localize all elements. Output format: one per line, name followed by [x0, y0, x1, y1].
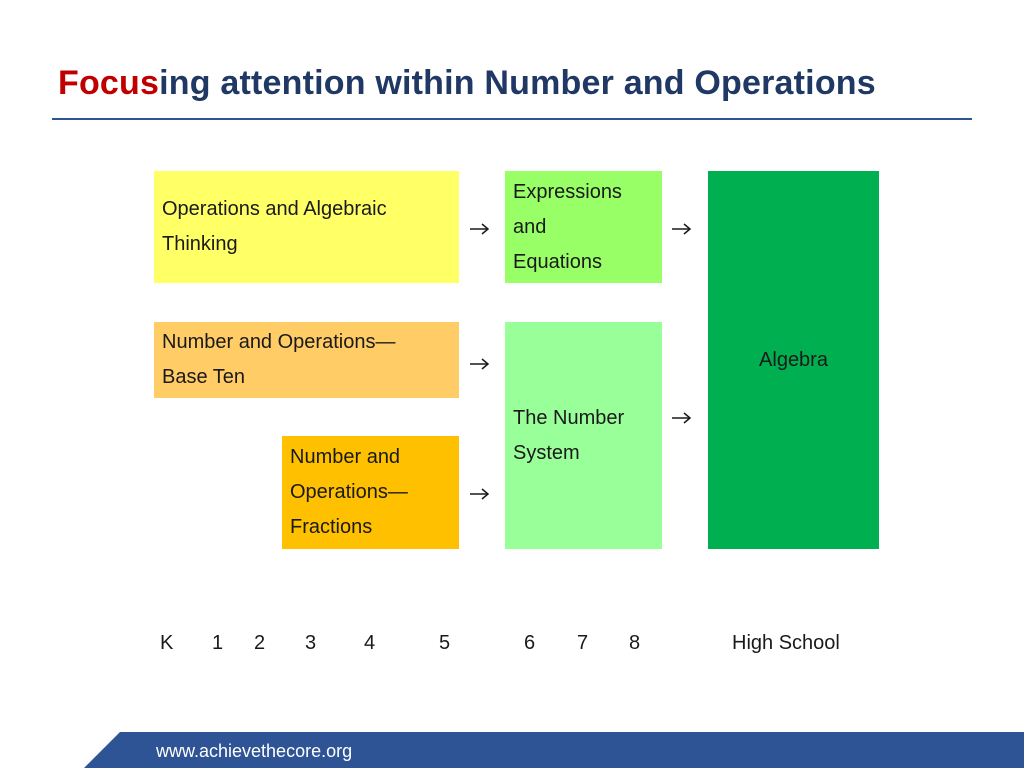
- title-rest: ing attention within Number and Operations: [159, 64, 876, 102]
- box-line: Operations—: [290, 481, 408, 503]
- box-line: System: [513, 441, 580, 464]
- grade-label: 8: [629, 632, 641, 654]
- box-number-system: [505, 322, 662, 549]
- grade-label: 6: [524, 632, 536, 654]
- grade-label: 7: [577, 632, 589, 654]
- algebra-label: Algebra: [759, 349, 828, 371]
- footer-bar: [0, 732, 1024, 768]
- slide-title: [58, 64, 876, 103]
- right-arrow-icon: [470, 357, 490, 371]
- grade-label: 3: [305, 632, 317, 654]
- grade-label: 4: [364, 632, 376, 654]
- box-line: Base Ten: [162, 366, 246, 388]
- box-line: Operations and Algebraic: [162, 198, 387, 220]
- right-arrow-icon: [672, 222, 692, 236]
- grade-label: K: [160, 632, 174, 654]
- title-accent: Focus: [58, 64, 160, 102]
- right-arrow-icon: [672, 411, 692, 425]
- box-operations-algebraic-thinking: [154, 171, 459, 283]
- box-line: Fractions: [290, 516, 373, 538]
- box-algebra: [708, 171, 879, 549]
- title-underline: [52, 118, 972, 120]
- box-number-operations-base-ten: [154, 322, 459, 398]
- box-number-operations-fractions: [282, 436, 459, 549]
- box-line: Number and: [290, 446, 401, 468]
- box-line: Thinking: [162, 233, 238, 255]
- box-line: and: [513, 215, 547, 238]
- grade-label: High School: [732, 632, 840, 654]
- box-line: Number and Operations—: [162, 331, 396, 353]
- right-arrow-icon: [470, 222, 490, 236]
- grade-label: 1: [212, 632, 224, 654]
- grade-label: 2: [254, 632, 266, 654]
- box-line: Expressions: [513, 180, 622, 203]
- footer-url[interactable]: www.achievethecore.org: [156, 741, 353, 761]
- box-line: The Number: [513, 406, 625, 429]
- box-line: Equations: [513, 250, 602, 273]
- footer-shape: [0, 732, 1024, 768]
- box-expressions-equations: [505, 171, 662, 283]
- right-arrow-icon: [470, 487, 490, 501]
- grade-label: 5: [439, 632, 451, 654]
